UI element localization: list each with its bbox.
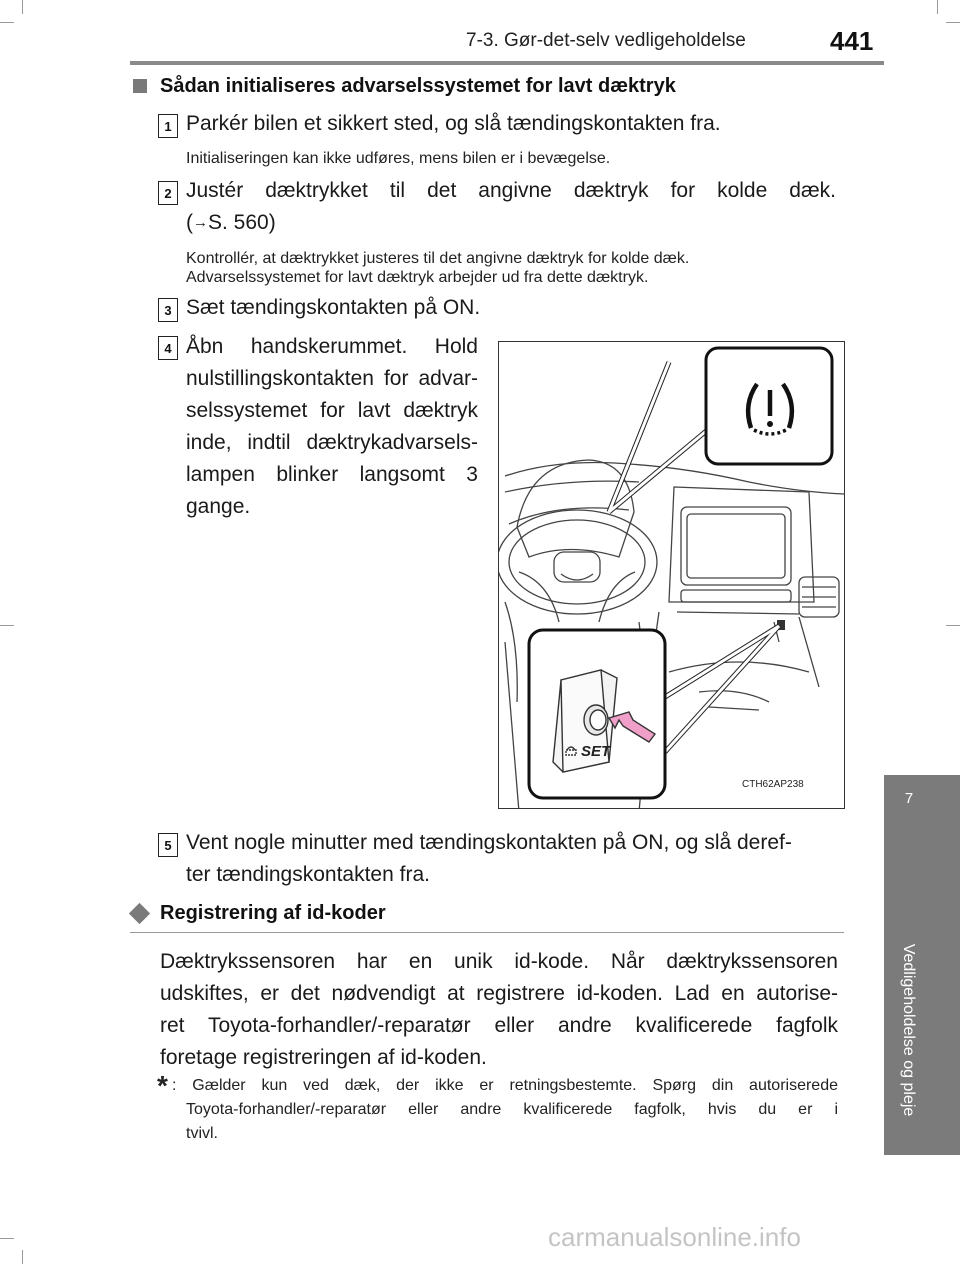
crop-mark: [937, 0, 938, 14]
step-note: Initialiseringen kan ikke udføres, mens bilen er i bevægelse.: [186, 150, 611, 167]
figure-glovebox-switch: [498, 341, 845, 809]
figure-code: CTH62AP238: [742, 779, 804, 790]
crop-mark: [946, 625, 960, 626]
crop-mark: [22, 0, 23, 14]
side-tab-label: Vedligeholdelse og pleje: [900, 943, 917, 1117]
step-text: Sæt tændingskontakten på ON.: [186, 296, 481, 319]
header-rule: [130, 61, 884, 65]
step-text-line: nulstillingskontakten for advar-: [186, 367, 478, 390]
step-text: Parkér bilen et sikkert sted, og slå tændingskontakten fra.: [186, 112, 721, 135]
crop-mark: [0, 22, 14, 23]
step-text: Vent nogle minutter med tændingskontakten på ON, og slå deref-: [186, 831, 792, 854]
step-text-line: gange.: [186, 495, 251, 518]
step-number-box: 3: [158, 298, 178, 322]
step-text-line: lampen blinker langsomt 3: [186, 463, 478, 486]
step-text-line: Åbn handskerummet. Hold: [186, 335, 478, 358]
diamond-bullet-icon: [129, 903, 150, 924]
subsection-title: Registrering af id-koder: [160, 902, 386, 924]
crop-mark: [0, 625, 14, 626]
step-text-reference: (→S. 560): [186, 211, 276, 234]
step-text-line: selssystemet for lavt dæktryk: [186, 399, 478, 422]
dashboard-illustration: [499, 342, 844, 808]
step-number-box: 5: [158, 833, 178, 857]
paragraph-line: udskiftes, er det nødvendigt at registrere id-koden. Lad en autorise-: [160, 982, 838, 1005]
step-4-text: [186, 331, 478, 523]
crop-mark: [22, 1250, 23, 1264]
paragraph-line: ret Toyota-forhandler/-reparatør eller andre kvalificerede fagfolk: [160, 1014, 838, 1037]
step-number-box: 4: [158, 336, 178, 360]
page-number: 441: [830, 26, 874, 56]
footnote-line: Toyota-forhandler/-reparatør eller andre kvalificerede fagfolk, hvis du er i: [186, 1101, 838, 1118]
paragraph-line: Dæktrykssensoren har en unik id-kode. Når dæktrykssensoren: [160, 950, 838, 973]
side-tab-number: 7: [904, 790, 914, 807]
step-text: ter tændingskontakten fra.: [186, 863, 430, 886]
step-note: Kontrollér, at dæktrykket justeres til det angivne dæktryk for kolde dæk.: [186, 250, 690, 267]
page-reference-link[interactable]: S. 560: [208, 211, 269, 234]
chapter-title: 7-3. Gør-det-selv vedligeholdelse: [466, 30, 746, 51]
crop-mark: [0, 1238, 14, 1239]
footnote-line: tvivl.: [186, 1125, 218, 1142]
paragraph-line: foretage registreringen af id-koden.: [160, 1046, 487, 1069]
crop-mark: [946, 22, 960, 23]
step-number-box: 1: [158, 114, 178, 138]
footnote-line: : Gælder kun ved dæk, der ikke er retningsbestemte. Spørg din autoriserede: [172, 1077, 838, 1094]
footnote-mark: *: [157, 1070, 168, 1101]
section-bullet-icon: [133, 79, 147, 93]
subsection-rule: [130, 932, 844, 933]
set-label: SET: [581, 743, 611, 760]
step-number-box: 2: [158, 181, 178, 205]
section-title: Sådan initialiseres advarselssystemet for lavt dæktryk: [160, 75, 676, 97]
watermark: carmanualsonline.info: [548, 1222, 801, 1252]
reference-arrow-icon: →: [193, 214, 208, 231]
step-text-line: inde, indtil dæktrykadvarsels-: [186, 431, 478, 454]
chapter-side-tab: [884, 775, 960, 1155]
step-note: Advarselssystemet for lavt dæktryk arbejder ud fra dette dæktryk.: [186, 269, 649, 286]
step-text: Justér dæktrykket til det angivne dæktryk for kolde dæk.: [186, 179, 836, 202]
